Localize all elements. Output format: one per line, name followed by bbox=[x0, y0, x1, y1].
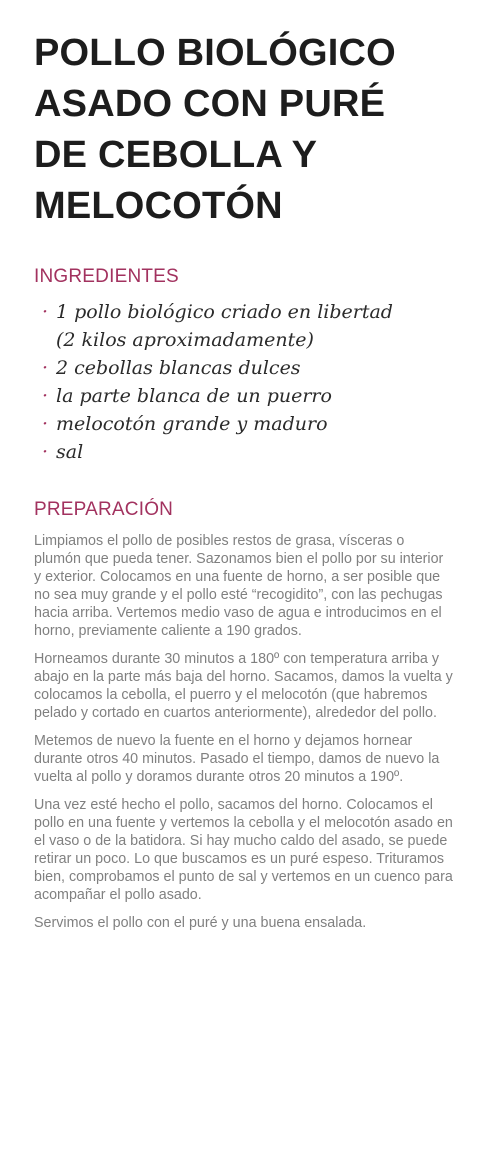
ingredient-text: 2 cebollas blancas dulces bbox=[56, 357, 301, 379]
title-line: POLLO BIOLÓGICO bbox=[34, 32, 396, 74]
bullet-icon: · bbox=[42, 385, 49, 407]
preparation-step: Metemos de nuevo la fuente en el horno y dejamos hornear durante otros 40 minutos. Pasado el tiempo, damos de nuevo la vuelta al pollo y doramos durante otros 20 minutos a 190º. bbox=[34, 733, 440, 785]
title-line: ASADO CON PURÉ bbox=[34, 83, 386, 125]
bullet-icon: · bbox=[42, 441, 49, 463]
recipe-page bbox=[34, 28, 454, 942]
bullet-icon: · bbox=[42, 357, 49, 379]
ingredients-heading: INGREDIENTES bbox=[34, 266, 179, 287]
ingredient-item bbox=[42, 354, 454, 382]
title-line: MELOCOTÓN bbox=[34, 185, 283, 227]
ingredient-text: la parte blanca de un puerro bbox=[56, 385, 332, 407]
preparation-step: Una vez esté hecho el pollo, sacamos del horno. Colocamos el pollo en una fuente y vertemos la cebolla y el melocotón asado en el vaso o de la batidora. Si hay mucho caldo del asado, se puede retirar un poco. Lo que buscamos es un puré espeso. Trituramos bien, comprobamos el punto de sal y vertemos en un cuenco para acompañar el pollo asado. bbox=[34, 797, 453, 903]
ingredient-item bbox=[42, 438, 454, 466]
preparation-heading: PREPARACIÓN bbox=[34, 499, 174, 520]
ingredient-subtext: (2 kilos aproximadamente) bbox=[56, 329, 314, 351]
preparation-body bbox=[34, 532, 454, 932]
ingredient-item bbox=[42, 298, 454, 354]
preparation-step: Horneamos durante 30 minutos a 180º con temperatura arriba y abajo en la parte más baja del horno. Sacamos, damos la vuelta y colocamos la cebolla, el puerro y el melocotón (que habremos pelado y cortado en cuartos anteriormente), alrededor del pollo. bbox=[34, 651, 453, 721]
bullet-icon: · bbox=[42, 413, 49, 435]
ingredient-item bbox=[42, 410, 454, 438]
title-line: DE CEBOLLA Y bbox=[34, 134, 318, 176]
ingredients-list bbox=[34, 298, 454, 466]
ingredient-text: 1 pollo biológico criado en libertad bbox=[56, 301, 393, 323]
recipe-title bbox=[34, 28, 454, 232]
ingredient-text: sal bbox=[56, 441, 84, 463]
preparation-step: Limpiamos el pollo de posibles restos de grasa, vísceras o plumón que pueda tener. Sazonamos bien el pollo por su interior y exterior. Colocamos en una fuente de horno, a ser posible que no sea muy grande y el pollo esté “recogidito”, con las pechugas hacia arriba. Vertemos medio vaso de agua e introducimos en el horno, previamente caliente a 190 grados. bbox=[34, 533, 444, 639]
ingredient-text: melocotón grande y maduro bbox=[56, 413, 328, 435]
bullet-icon: · bbox=[42, 301, 49, 323]
preparation-step: Servimos el pollo con el puré y una buena ensalada. bbox=[34, 915, 367, 931]
ingredient-item bbox=[42, 382, 454, 410]
